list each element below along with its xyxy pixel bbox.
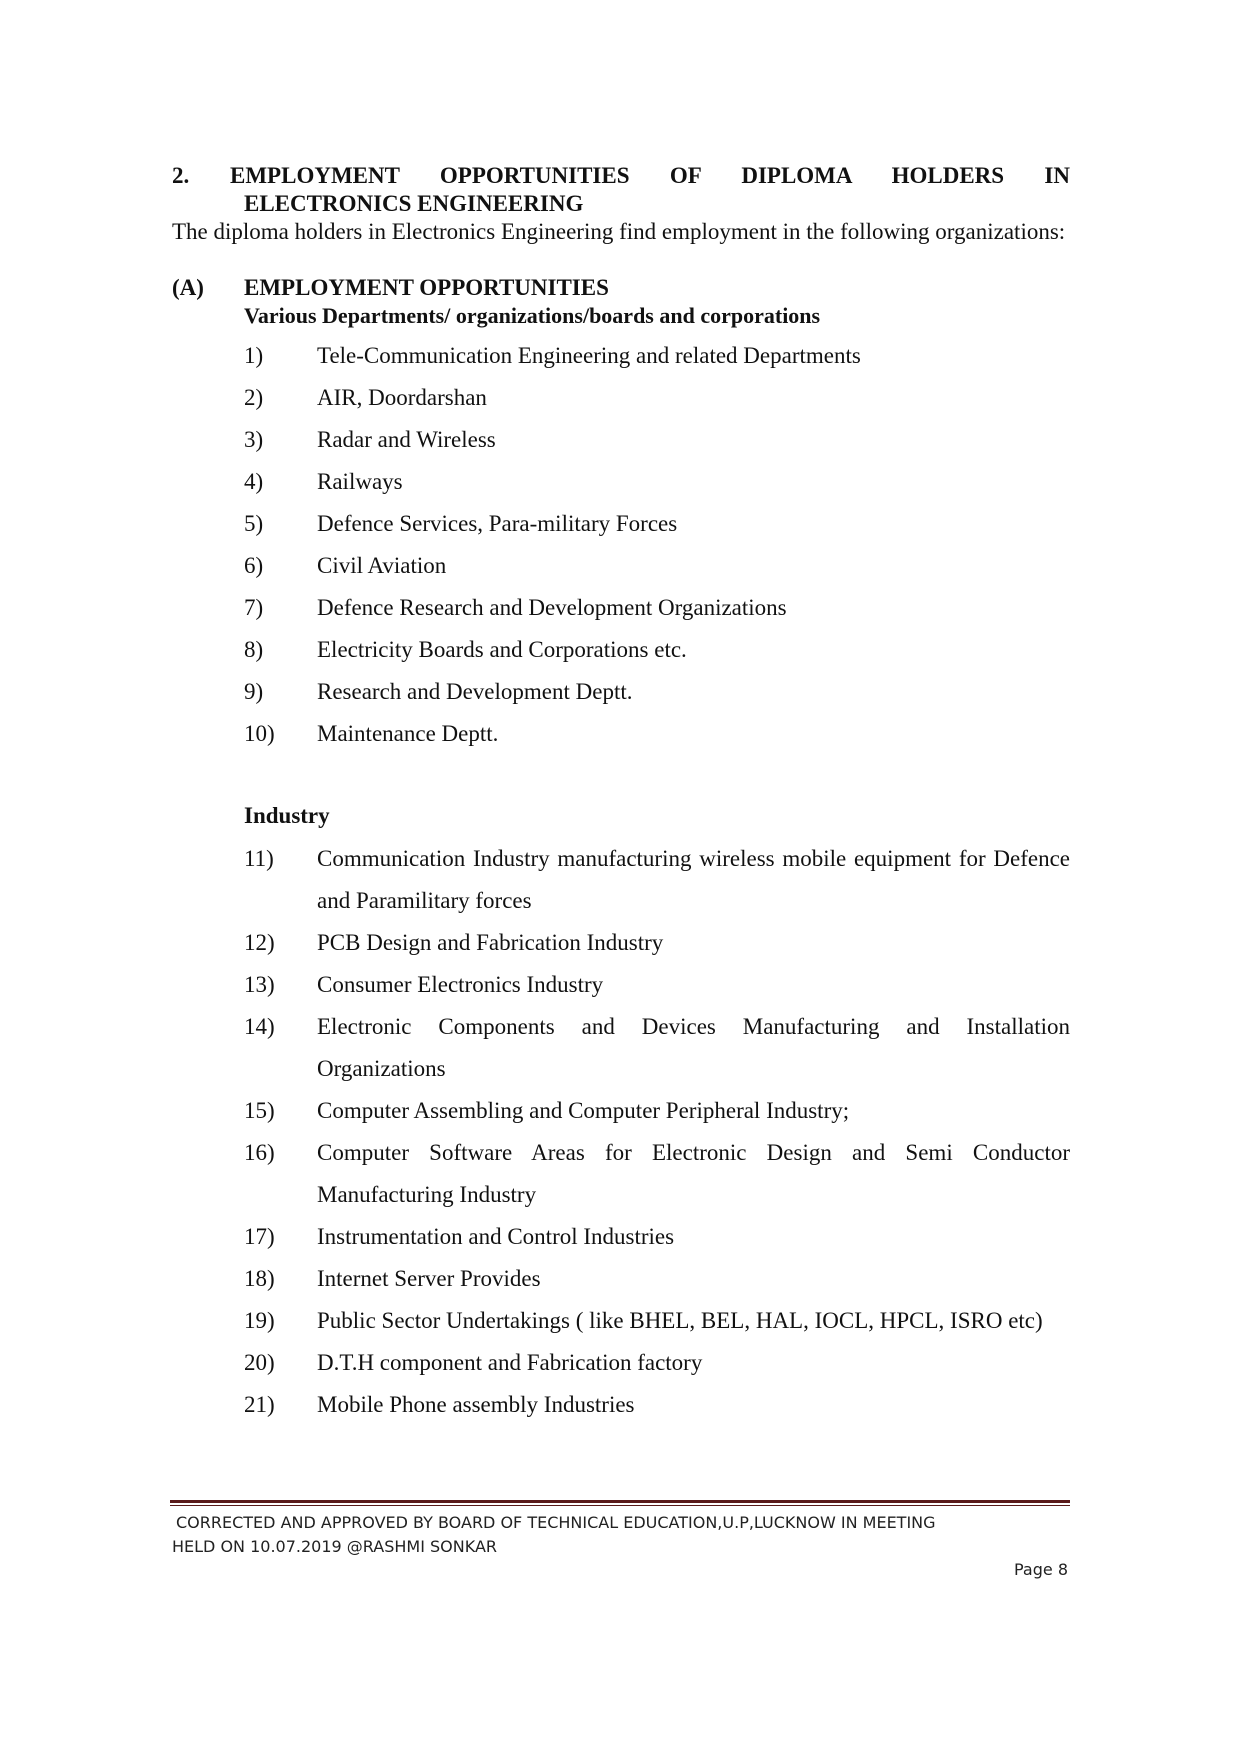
item-text: Computer Software Areas for Electronic Design and Semi Conductor Manufacturing Industry	[317, 1140, 1070, 1207]
item-text: Consumer Electronics Industry	[317, 972, 604, 997]
item-text: Tele-Communication Engineering and related Departments	[317, 343, 861, 368]
item-text: Instrumentation and Control Industries	[317, 1224, 675, 1249]
section-title-line2: ELECTRONICS ENGINEERING	[244, 191, 584, 216]
item-number: 17)	[244, 1224, 275, 1249]
item-number: 21)	[244, 1392, 275, 1417]
section-number: 2.	[172, 163, 190, 188]
item-number: 1)	[244, 343, 264, 368]
subsection-subtitle: Various Departments/ organizations/boards and corporations	[244, 303, 821, 328]
list-item	[244, 1300, 1070, 1342]
item-text: Mobile Phone assembly Industries	[317, 1392, 635, 1417]
item-text: Research and Development Deptt.	[317, 679, 633, 704]
item-text: AIR, Doordarshan	[317, 385, 487, 410]
item-text: Electricity Boards and Corporations etc.	[317, 637, 687, 662]
footer-divider-thick	[170, 1500, 1070, 1503]
item-number: 6)	[244, 553, 264, 578]
item-number: 12)	[244, 930, 275, 955]
item-text: Computer Assembling and Computer Peripheral Industry;	[317, 1098, 850, 1123]
item-number: 20)	[244, 1350, 275, 1375]
item-number: 10)	[244, 721, 275, 746]
page-number: Page 8	[1014, 1560, 1068, 1579]
list-item	[244, 1006, 1070, 1090]
footer-line1: CORRECTED AND APPROVED BY BOARD OF TECHNICAL EDUCATION,U.P,LUCKNOW IN MEETING	[176, 1513, 936, 1532]
subsection-label: (A)	[172, 275, 204, 300]
industries-list	[244, 838, 1070, 1426]
item-number: 15)	[244, 1098, 275, 1123]
item-text: Internet Server Provides	[317, 1266, 541, 1291]
item-number: 4)	[244, 469, 264, 494]
list-item	[244, 1342, 1070, 1384]
item-number: 5)	[244, 511, 264, 536]
list-item	[244, 1090, 1070, 1132]
subsection-heading	[172, 274, 609, 302]
list-item	[244, 587, 1070, 629]
item-number: 19)	[244, 1308, 275, 1333]
item-text: Defence Services, Para-military Forces	[317, 511, 678, 536]
item-number: 11)	[244, 846, 274, 871]
list-item	[244, 1216, 1070, 1258]
list-item	[244, 922, 1070, 964]
item-number: 8)	[244, 637, 264, 662]
list-item	[244, 713, 1070, 755]
item-number: 7)	[244, 595, 264, 620]
item-number: 3)	[244, 427, 264, 452]
item-number: 13)	[244, 972, 275, 997]
list-item	[244, 1258, 1070, 1300]
item-text: Public Sector Undertakings ( like BHEL, BEL, HAL, IOCL, HPCL, ISRO etc)	[317, 1308, 1043, 1333]
list-item	[244, 964, 1070, 1006]
list-item	[244, 335, 1070, 377]
list-item	[244, 629, 1070, 671]
item-text: D.T.H component and Fabrication factory	[317, 1350, 703, 1375]
item-text: Electronic Components and Devices Manufacturing and Installation Organizations	[317, 1014, 1070, 1081]
list-item	[244, 545, 1070, 587]
item-number: 16)	[244, 1140, 275, 1165]
item-number: 18)	[244, 1266, 275, 1291]
list-item	[244, 838, 1070, 922]
item-text: Civil Aviation	[317, 553, 447, 578]
departments-list	[244, 335, 1070, 755]
intro-paragraph: The diploma holders in Electronics Engineering find employment in the following organizations:	[172, 219, 1066, 244]
item-text: Communication Industry manufacturing wireless mobile equipment for Defence and Paramilitary forces	[317, 846, 1070, 913]
footer-divider-thin	[170, 1505, 1070, 1506]
item-text: PCB Design and Fabrication Industry	[317, 930, 664, 955]
footer-note	[172, 1511, 1070, 1559]
item-number: 14)	[244, 1014, 275, 1039]
list-item	[244, 461, 1070, 503]
list-item	[244, 1132, 1070, 1216]
footer-line2: HELD ON 10.07.2019 @RASHMI SONKAR	[172, 1537, 498, 1556]
list-item	[244, 377, 1070, 419]
section-title-line1: EMPLOYMENT OPPORTUNITIES OF DIPLOMA HOLDERS IN	[230, 163, 1070, 188]
industry-heading: Industry	[244, 803, 330, 828]
list-item	[244, 419, 1070, 461]
section-heading	[172, 162, 1070, 190]
list-item	[244, 1384, 1070, 1426]
subsection-title: EMPLOYMENT OPPORTUNITIES	[244, 275, 609, 300]
item-number: 2)	[244, 385, 264, 410]
item-text: Railways	[317, 469, 403, 494]
item-text: Defence Research and Development Organizations	[317, 595, 787, 620]
list-item	[244, 503, 1070, 545]
item-text: Maintenance Deptt.	[317, 721, 499, 746]
list-item	[244, 671, 1070, 713]
item-text: Radar and Wireless	[317, 427, 496, 452]
item-number: 9)	[244, 679, 264, 704]
